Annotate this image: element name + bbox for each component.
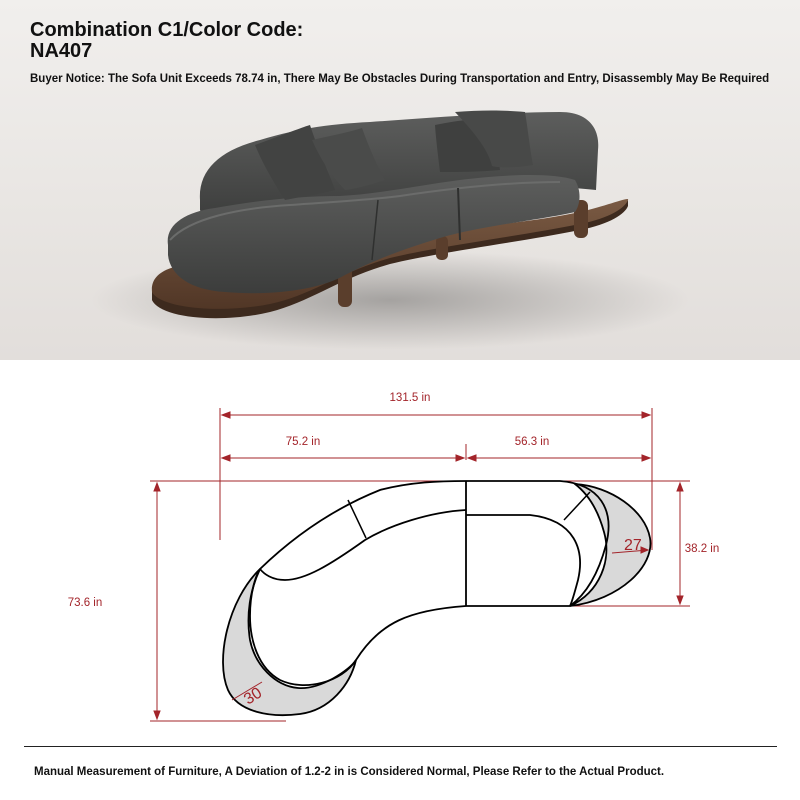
divider [24, 746, 777, 747]
arrowhead [154, 483, 160, 491]
sofa-leg [436, 236, 448, 260]
arrowhead [642, 455, 650, 461]
arrowhead [677, 596, 683, 604]
arrowhead [154, 711, 160, 719]
right-arm-label: 27 [624, 537, 642, 554]
arrowhead [468, 455, 476, 461]
right-depth-label: 38.2 in [684, 543, 720, 555]
seat-seam [564, 492, 590, 520]
right-width-label: 56.3 in [514, 436, 550, 448]
arrowhead [222, 412, 230, 418]
arrowhead [222, 455, 230, 461]
product-photo [0, 0, 800, 360]
sofa-outline [250, 481, 609, 685]
seat-seam [348, 500, 366, 538]
left-seat-edge [260, 510, 466, 580]
measurement-note: Manual Measurement of Furniture, A Deviation of 1.2-2 in is Considered Normal, Please Refer to the Actual Product. [34, 766, 665, 778]
right-seat-edge [466, 515, 580, 606]
arrowhead [642, 412, 650, 418]
total-depth-label: 73.6 in [67, 597, 103, 609]
page-title: Combination C1/Color Code: NA407 [30, 19, 304, 62]
left-arm-label: 30 [241, 684, 266, 709]
left-width-label: 75.2 in [285, 436, 321, 448]
sofa-top-view [0, 360, 800, 740]
arrowhead [456, 455, 464, 461]
buyer-notice: Buyer Notice: The Sofa Unit Exceeds 78.74 in, There May Be Obstacles During Transportation and Entry, Disassembly May Be Required [30, 73, 770, 85]
dimension-diagram [0, 360, 800, 740]
total-width-label: 131.5 in [389, 392, 431, 404]
arrowhead [677, 483, 683, 491]
